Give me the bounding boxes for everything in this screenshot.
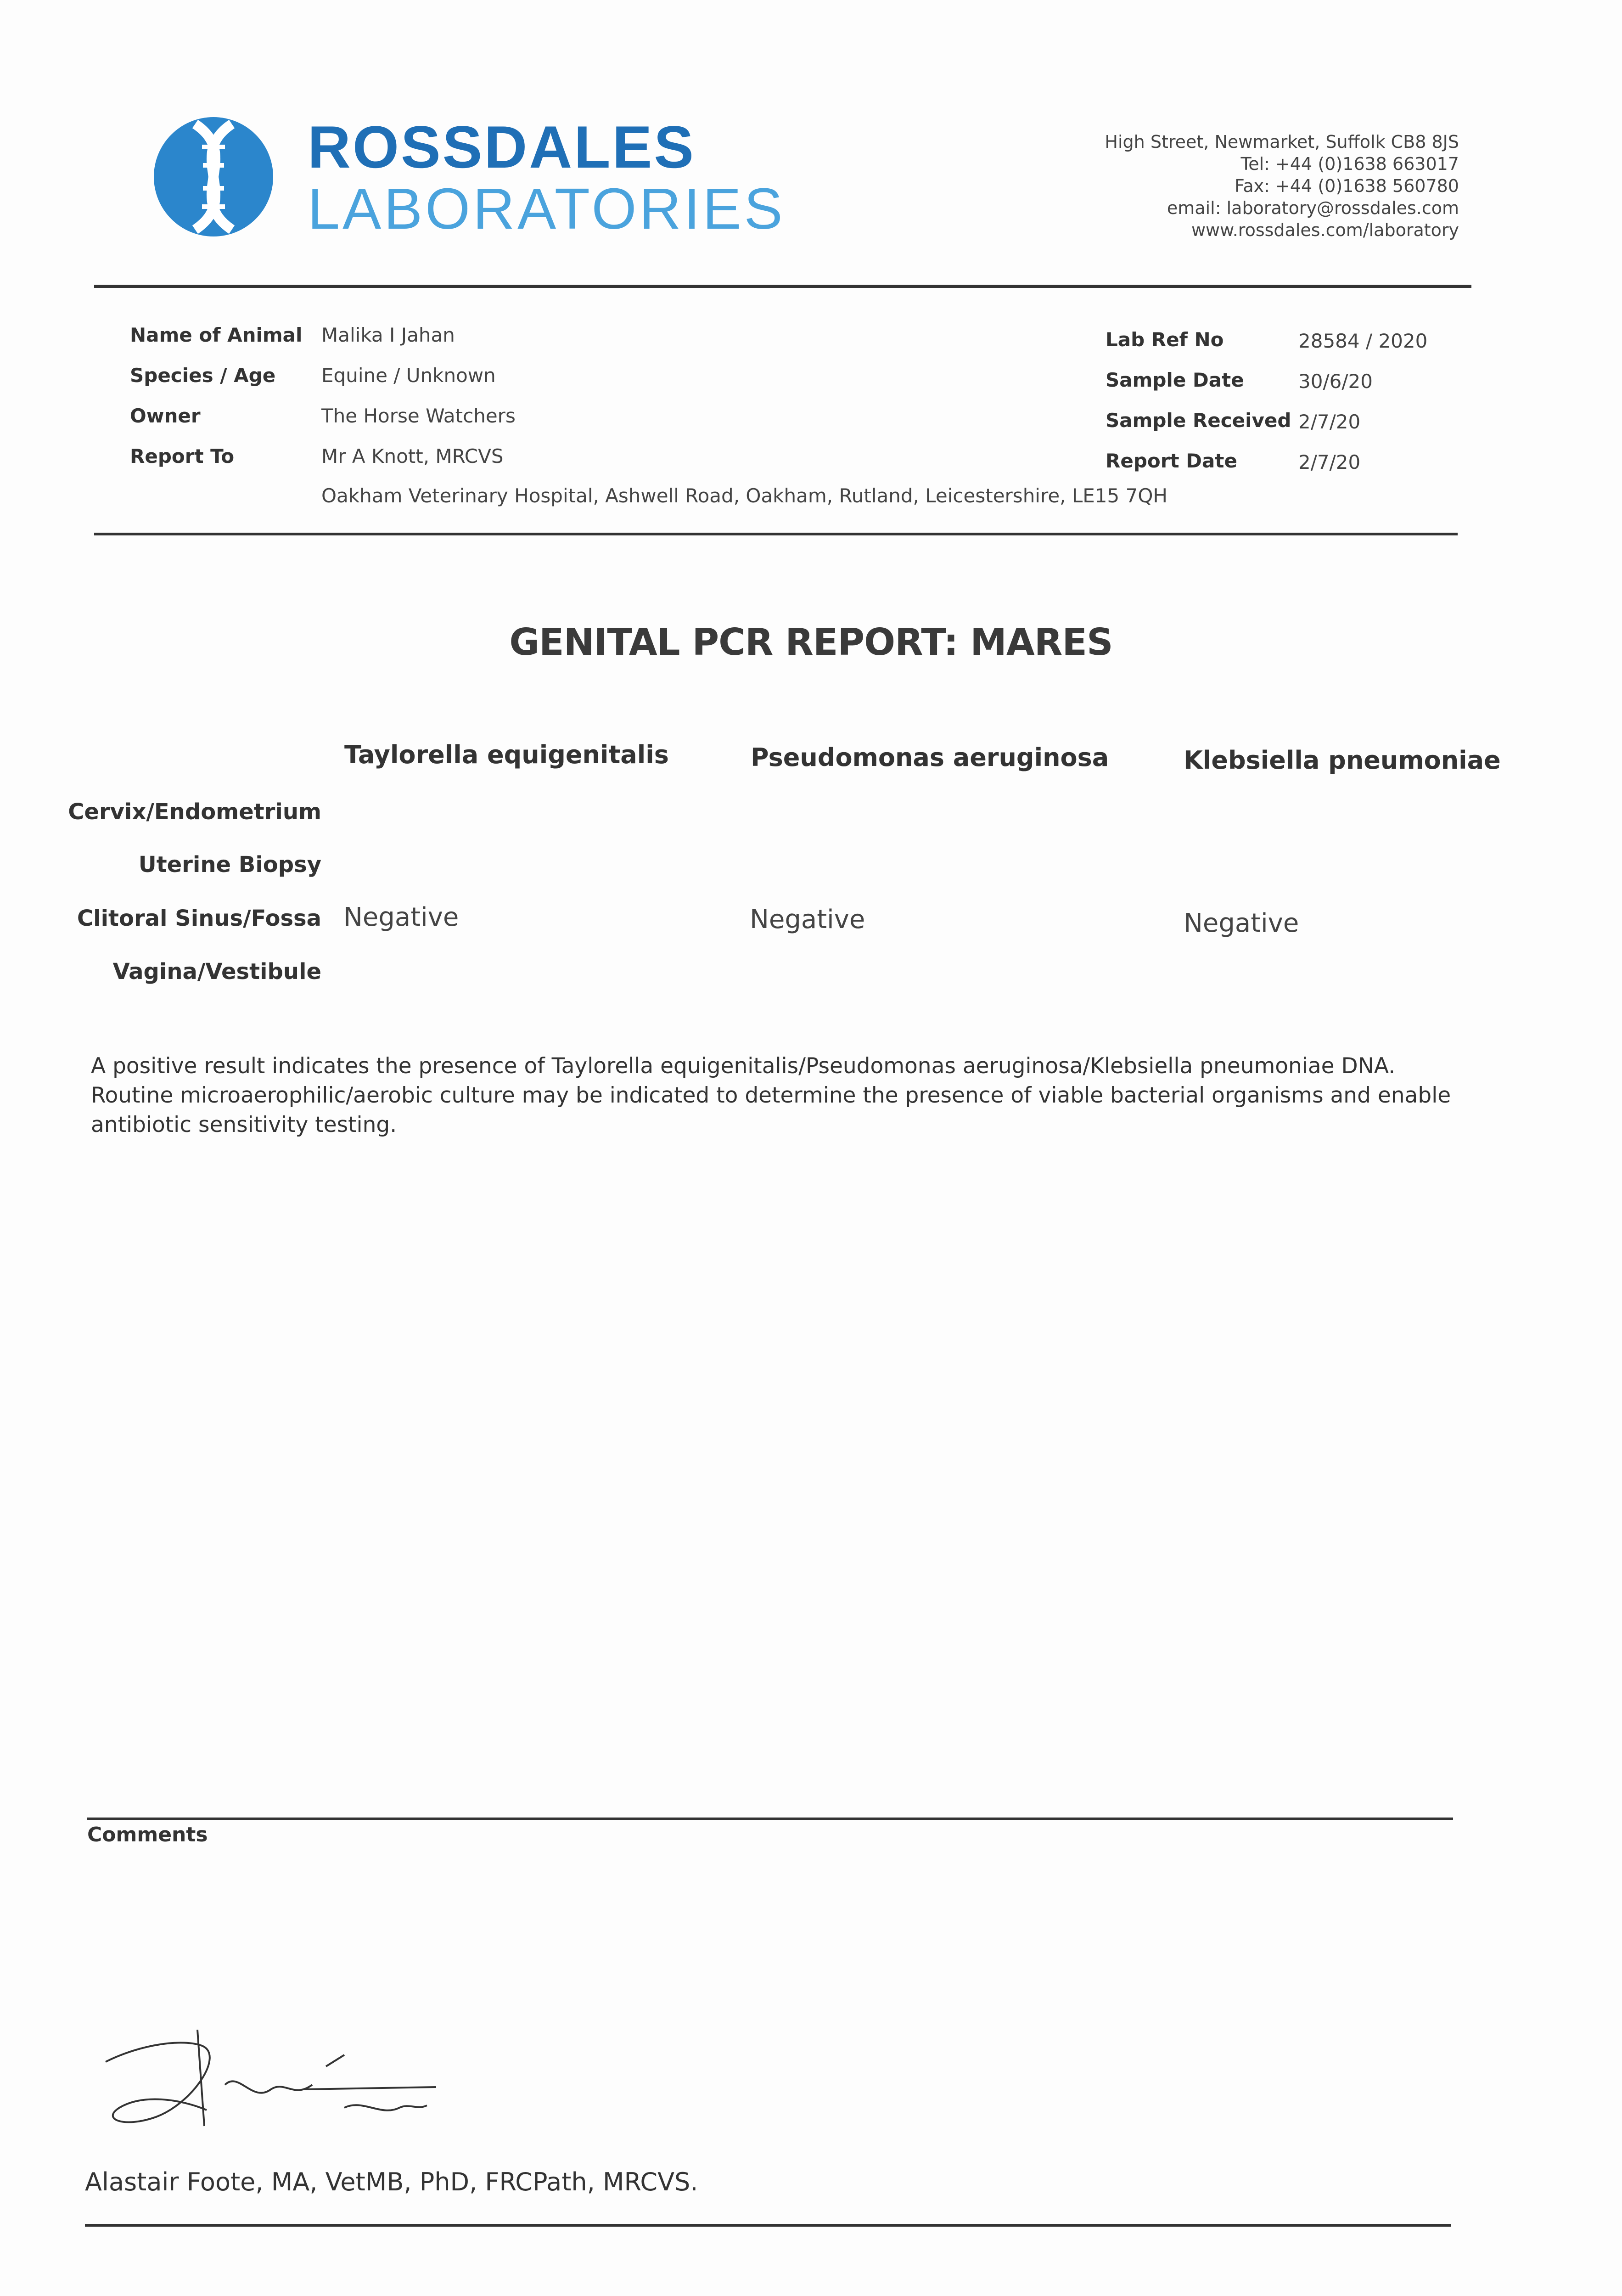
animal-label: Name of Animal — [130, 324, 303, 346]
report-to-label: Report To — [130, 445, 235, 467]
comments-divider — [87, 1818, 1453, 1820]
row-label: Clitoral Sinus/Fossa — [77, 906, 321, 931]
column-header: Pseudomonas aeruginosa — [751, 743, 1109, 772]
lab-ref-label: Lab Ref No — [1106, 328, 1224, 351]
report-to-address: Oakham Veterinary Hospital, Ashwell Road, Oakham, Rutland, Leicestershire, LE15 7QH — [321, 484, 1167, 507]
species-value: Equine / Unknown — [321, 364, 496, 387]
species-label: Species / Age — [130, 364, 276, 387]
result-cell: Negative — [750, 905, 865, 934]
row-label: Cervix/Endometrium — [68, 799, 321, 825]
result-cell: Negative — [343, 902, 459, 932]
address-fax: Fax: +44 (0)1638 560780 — [1235, 176, 1459, 196]
sample-date-label: Sample Date — [1106, 369, 1244, 391]
report-date-value: 2/7/20 — [1298, 451, 1361, 473]
report-date-label: Report Date — [1106, 450, 1237, 472]
brand-name: ROSSDALES — [308, 113, 696, 180]
address-tel: Tel: +44 (0)1638 663017 — [1240, 154, 1459, 174]
animal-value: Malika I Jahan — [321, 324, 455, 346]
owner-value: The Horse Watchers — [321, 405, 516, 427]
column-header: Klebsiella pneumoniae — [1184, 746, 1501, 775]
report-to-value: Mr A Knott, MRCVS — [321, 445, 504, 467]
interpretation-note: A positive result indicates the presence of Taylorella equigenitalis/Pseudomonas aeruginosa/Klebsiella pneumoniae DNA. Routine microaerophilic/aerobic culture may be indicated to determine the presence of viable bacterial organisms and enable antibiotic sensitivity testing. — [91, 1053, 1451, 1137]
report-title: GENITAL PCR REPORT: MARES — [509, 621, 1113, 664]
lab-ref-value: 28584 / 2020 — [1298, 330, 1428, 352]
dna-helix-icon — [152, 115, 275, 239]
owner-label: Owner — [130, 405, 201, 427]
signature — [87, 2011, 445, 2149]
column-header: Taylorella equigenitalis — [344, 740, 669, 769]
header-divider — [94, 285, 1471, 288]
row-label: Vagina/Vestibule — [112, 959, 321, 985]
row-label: Uterine Biopsy — [138, 852, 321, 878]
details-divider — [94, 533, 1458, 535]
address-email: email: laboratory@rossdales.com — [1167, 198, 1459, 218]
address-street: High Street, Newmarket, Suffolk CB8 8JS — [1105, 132, 1459, 152]
sample-received-value: 2/7/20 — [1298, 411, 1361, 433]
sample-date-value: 30/6/20 — [1298, 370, 1373, 393]
footer-divider — [85, 2224, 1451, 2227]
brand-subtitle: LABORATORIES — [308, 176, 786, 241]
comments-label: Comments — [87, 1823, 208, 1846]
lab-address — [1105, 131, 1459, 241]
signer-name: Alastair Foote, MA, VetMB, PhD, FRCPath, MRCVS. — [85, 2167, 698, 2196]
address-web: www.rossdales.com/laboratory — [1191, 220, 1459, 240]
result-cell: Negative — [1184, 908, 1299, 938]
sample-received-label: Sample Received — [1106, 409, 1291, 432]
